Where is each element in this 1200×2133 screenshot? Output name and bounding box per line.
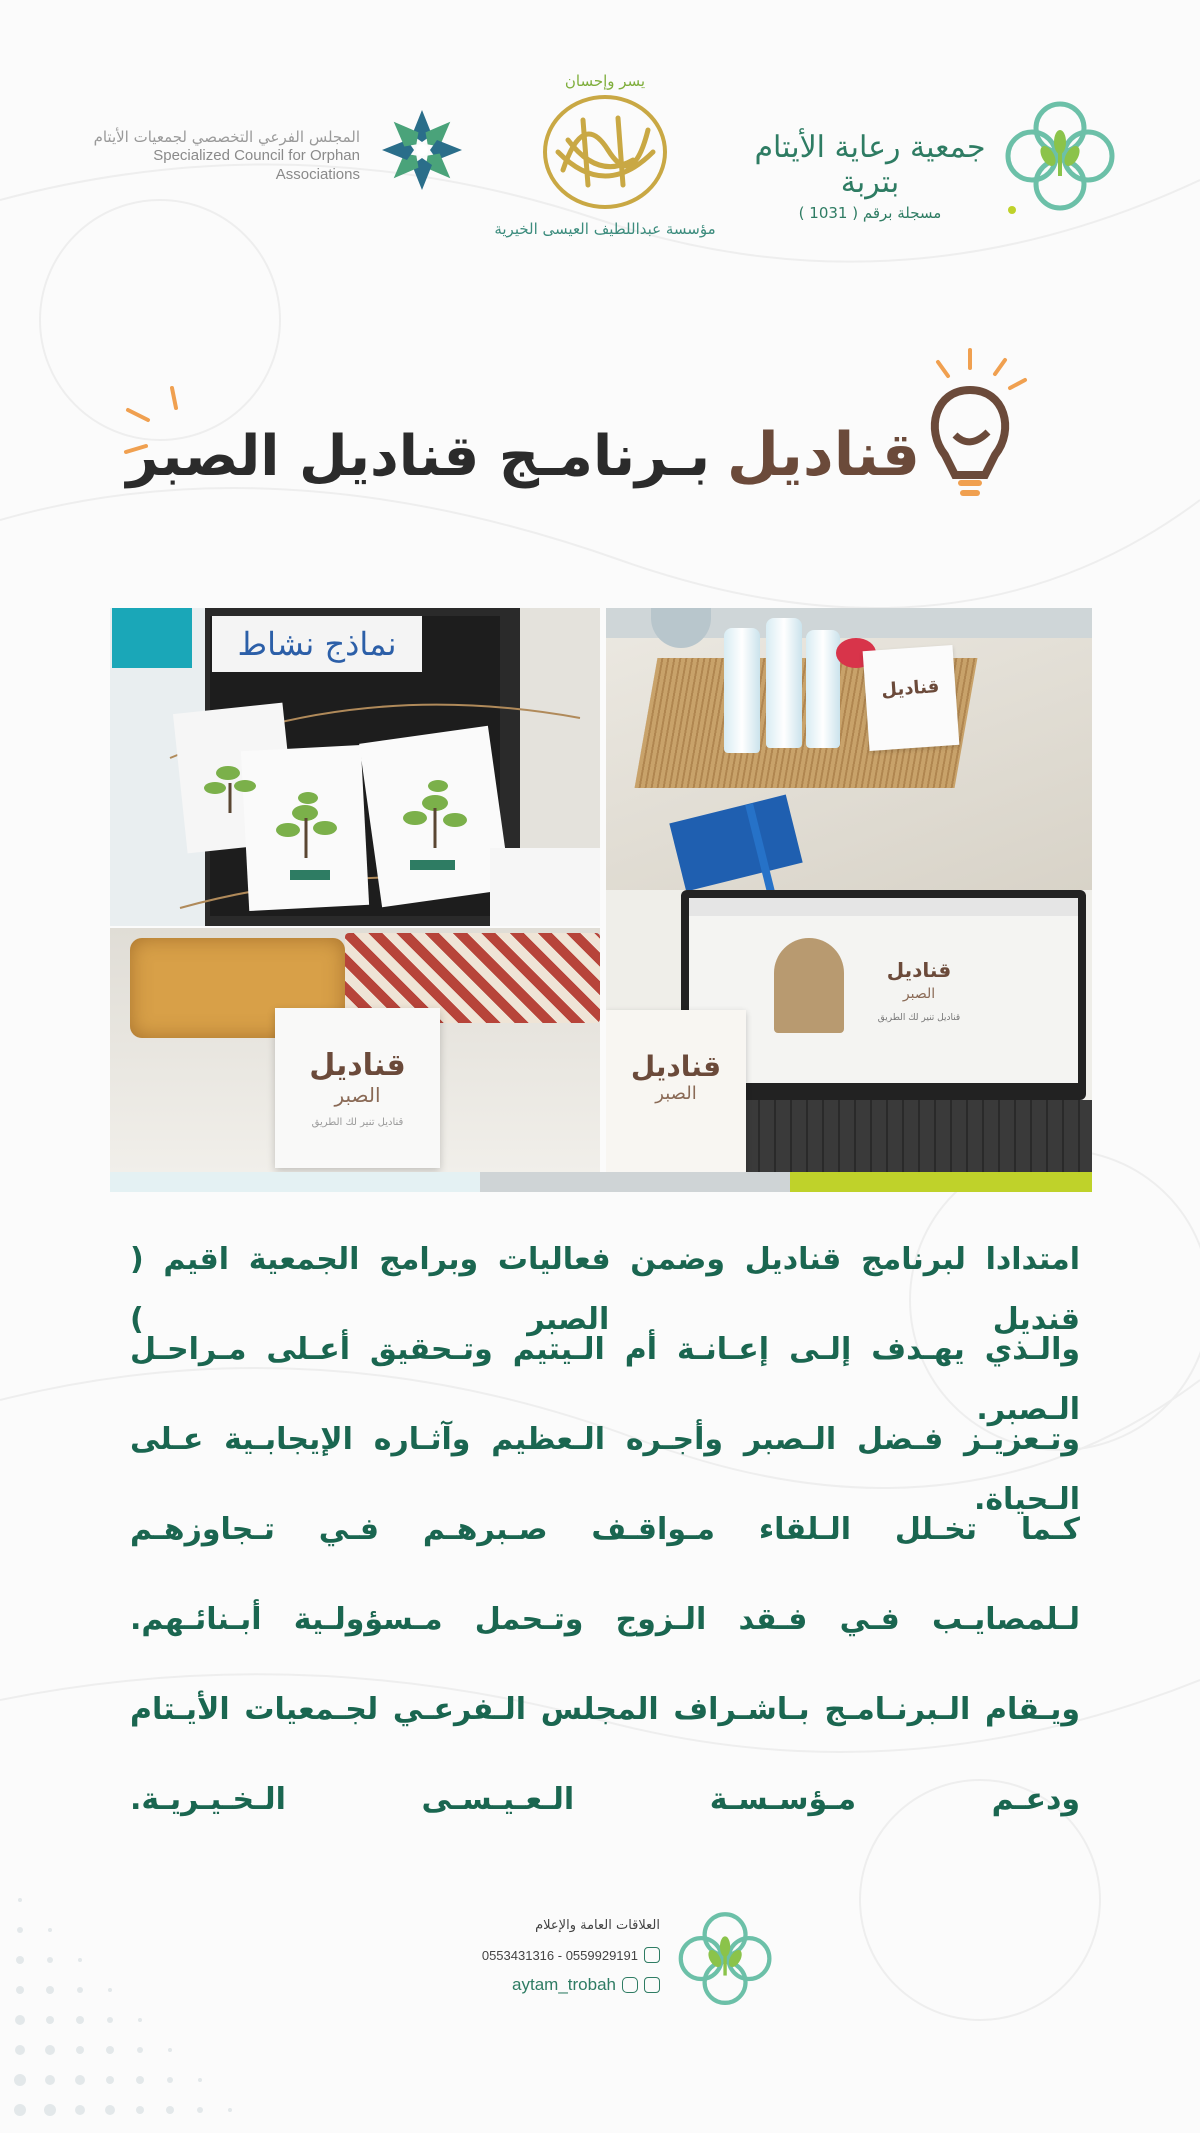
- card-sub: الصبر: [655, 1083, 697, 1104]
- card-tagline: قناديل تنير لك الطريق: [311, 1117, 404, 1128]
- council-name-ar: المجلس الفرعي التخصصي لجمعيات الأيتام: [93, 128, 360, 146]
- description-line: ودعـم مـؤسـسـة الـعـيـسـى الـخـيـريـة.: [130, 1782, 1080, 1817]
- description-line: كـما تخـلل الـلقاء مـواقـف صـبرهـم فـي تـجاوزهـم: [130, 1512, 1080, 1547]
- page-title: بـرنامـج قناديل الصبر: [126, 424, 710, 489]
- lamp-icon: [910, 340, 1040, 520]
- card-brand: قناديل: [309, 1048, 406, 1083]
- bar-segment-lime: [790, 1172, 1092, 1192]
- program-description: [130, 1230, 1080, 1860]
- bar-segment-orange: [110, 1172, 480, 1192]
- dot-pattern: [0, 1780, 330, 2130]
- association-registration: مسجلة برقم ( 1031 ): [798, 204, 942, 222]
- description-line: لـلمصايـب فـي فـقد الـزوج وتـحمل مـسؤولـية أبـنائـهم.: [130, 1602, 1080, 1637]
- whatsapp-icon: [644, 1947, 660, 1963]
- screen-brand: قناديل: [886, 958, 952, 982]
- description-line: وتـعزيـز فـضل الـصبر وأجـره الـعظيم وآثـاره الإيجابـية عـلى الـحياة.: [130, 1422, 1080, 1517]
- laptop-keyboard: [696, 1100, 1092, 1173]
- laptop-photo: [606, 890, 1092, 1173]
- council-logo: [372, 100, 472, 200]
- aissa-tagline: يسر وإحسان: [564, 72, 646, 90]
- title-block: [120, 340, 1040, 520]
- bar-segment-grey: [480, 1172, 790, 1192]
- screen-tagline: قناديل تنير لك الطريق: [877, 1013, 961, 1023]
- footer-phone-row: [440, 1947, 660, 1963]
- association-name-block: [745, 130, 995, 222]
- footer-association-logo: [668, 1904, 783, 2019]
- water-bottle: [806, 630, 840, 748]
- aissa-foundation: [470, 72, 740, 238]
- activity-sign: نماذج نشاط: [212, 616, 422, 672]
- description-line: امتدادا لبرنامج قناديل وضمن فعاليات وبرامج الجمعية اقيم ( قنديل الصبر ): [130, 1242, 1080, 1337]
- activity-samples-photo: [110, 608, 600, 926]
- association-logo: [998, 92, 1123, 227]
- brand-card: [275, 1008, 440, 1168]
- twitter-icon: [644, 1977, 660, 1993]
- pastries-photo: [110, 928, 600, 1173]
- aissa-calligraphy-logo: [538, 90, 673, 215]
- table-bottles-photo: [606, 608, 1092, 890]
- council-name-en: Specialized Council for Orphan Associations: [153, 146, 360, 183]
- aissa-name: مؤسسة عبداللطيف العيسى الخيرية: [494, 220, 716, 238]
- description-line: ويـقام الـبرنـامـج بـاشـراف المجلس الـفرعـي لجـمعيات الأيـتام: [130, 1692, 1080, 1727]
- footer-social-row: [440, 1975, 660, 1995]
- card-brand: قناديل: [630, 1050, 722, 1083]
- water-bottle: [724, 628, 760, 753]
- association-name: جمعية رعاية الأيتام بتربة: [754, 130, 986, 200]
- card-sub: الصبر: [334, 1083, 381, 1107]
- water-bottle: [766, 618, 802, 748]
- footer-handle[interactable]: aytam_trobah: [512, 1975, 616, 1994]
- instagram-icon: [622, 1977, 638, 1993]
- footer-department: العلاقات العامة والإعلام: [535, 1918, 660, 1933]
- footer-phones[interactable]: 0553431316 - 0559929191: [481, 1947, 638, 1963]
- collage-color-bar: [110, 1172, 1092, 1192]
- card-brand: قناديل: [880, 676, 940, 702]
- brand-card: [606, 1010, 746, 1173]
- footer-contact: [440, 1918, 660, 2007]
- photo-collage: [110, 608, 1092, 1173]
- title-brand: قناديل: [726, 420, 920, 490]
- description-line: والـذي يهـدف إلـى إعـانـة أم الـيتيم وتـحقيق أعـلى مـراحـل الـصبر.: [130, 1332, 1080, 1427]
- tree-drawings: [110, 608, 600, 926]
- screen-sub: الصبر: [902, 986, 936, 1002]
- brand-card: [863, 645, 960, 751]
- council-name: [70, 128, 360, 184]
